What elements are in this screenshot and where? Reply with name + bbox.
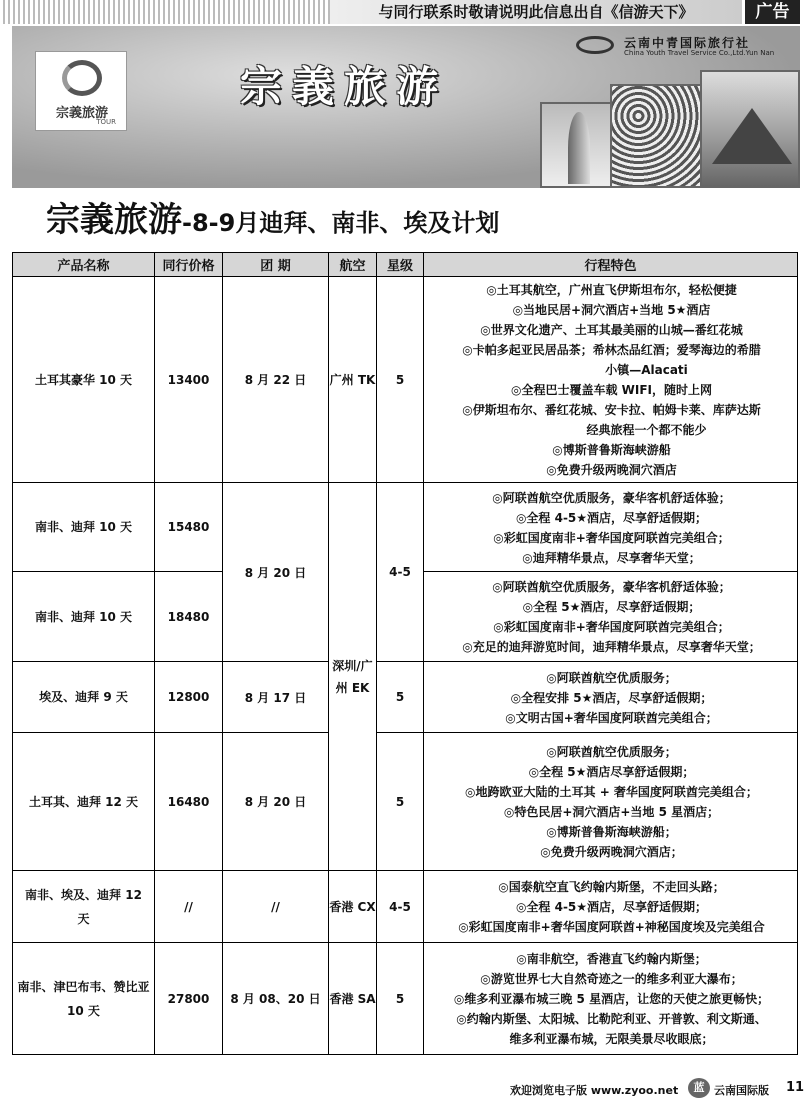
- feature-line: ◎伊斯坦布尔、番红花城、安卡拉、帕姆卡莱、库萨达斯: [462, 403, 761, 417]
- price-cell: 13400: [155, 277, 223, 483]
- star-cell: 4-5: [377, 871, 424, 943]
- footer-edition: 云南国际版: [714, 1084, 769, 1097]
- feature-line: ◎文明古国+奢华国度阿联酋完美组合；: [505, 710, 718, 725]
- banner-title: 宗義旅游: [240, 62, 449, 111]
- table-row: [13, 483, 798, 572]
- feature-line: ◎彩虹国度南非+奢华国度阿联酋+神秘国度埃及完美组合: [458, 920, 765, 934]
- features-cell: [424, 943, 798, 1055]
- page-number: 11: [786, 1080, 804, 1095]
- logo-en: TOUR: [96, 118, 116, 126]
- features-cell: [424, 277, 798, 483]
- feature-line: ◎阿联酋航空优质服务；: [546, 745, 677, 759]
- date-cell: 8 月 20 日: [223, 483, 329, 662]
- airline-cell: 香港 SA: [329, 943, 377, 1055]
- feature-line: ◎阿联酋航空优质服务，豪华客机舒适体验；: [492, 580, 731, 594]
- header-date: 团 期: [223, 253, 329, 277]
- feature-line: ◎阿联酋航空优质服务，豪华客机舒适体验；: [492, 490, 731, 505]
- brand-logo: [35, 51, 127, 131]
- features-cell: [424, 483, 798, 572]
- header-banner: [12, 26, 800, 188]
- date-cell: //: [223, 871, 329, 943]
- star-cell: 4-5: [377, 483, 424, 662]
- itinerary-table: [12, 252, 798, 1055]
- features-cell: [424, 871, 798, 943]
- product-name: 南非、迪拜 10 天: [13, 572, 155, 662]
- feature-line: ◎彩虹国度南非+奢华国度阿联酋完美组合；: [493, 620, 730, 634]
- feature-line: ◎地跨欧亚大陆的土耳其 + 奢华国度阿联酋完美组合；: [465, 785, 758, 799]
- product-name: 南非、迪拜 10 天: [13, 483, 155, 572]
- footer-badge: 蓝: [688, 1078, 710, 1098]
- feature-line: 维多利亚瀑布城，无限美景尽收眼底；: [509, 1032, 714, 1046]
- feature-line: ◎维多利亚瀑布城三晚 5 星酒店，让您的天使之旅更畅快；: [453, 992, 770, 1006]
- table-row: [13, 662, 798, 733]
- airline-cell: 广州 TK: [329, 277, 377, 483]
- header-product: 产品名称: [13, 253, 155, 277]
- price-cell: 27800: [155, 943, 223, 1055]
- feature-line: ◎国泰航空直飞约翰内斯堡，不走回头路；: [498, 880, 725, 894]
- price-cell: 18480: [155, 572, 223, 662]
- price-cell: //: [155, 871, 223, 943]
- page-footer: [500, 1076, 804, 1100]
- table-row: [13, 871, 798, 943]
- feature-line: ◎土耳其航空，广州直飞伊斯坦布尔，轻松便捷: [486, 283, 737, 297]
- header-price: 同行价格: [155, 253, 223, 277]
- price-cell: 16480: [155, 733, 223, 871]
- tower-shape: [568, 112, 590, 184]
- feature-line: ◎博斯普鲁斯海峡游船: [552, 443, 671, 457]
- features-cell: [424, 572, 798, 662]
- footer-website: 欢迎浏览电子版 www.zyoo.net: [510, 1084, 679, 1097]
- date-cell: 8 月 20 日: [223, 733, 329, 871]
- agency-name-cn: 云南中青国际旅行社: [624, 36, 751, 50]
- airline-cell: 深圳/广州 EK: [329, 483, 377, 871]
- logo-name: 宗義旅游: [55, 106, 108, 121]
- feature-line: ◎全程 4-5★酒店，尽享舒适假期；: [515, 900, 708, 914]
- table-row: [13, 943, 798, 1055]
- product-name: 南非、津巴布韦、赞比亚 10 天: [13, 943, 155, 1055]
- decorative-stripe: [0, 0, 330, 24]
- feature-line: ◎免费升级两晚洞穴酒店: [546, 463, 677, 477]
- subtitle-brand: 宗義旅游: [46, 200, 182, 240]
- pyramid-shape: [712, 108, 792, 164]
- page-subtitle: [46, 192, 499, 241]
- photo-pyramid: [700, 70, 800, 188]
- header-airline: 航空: [329, 253, 377, 277]
- feature-line: ◎世界文化遗产、土耳其最美丽的山城—番红花城: [480, 323, 743, 337]
- table-row: [13, 733, 798, 871]
- feature-line: 经典旅程一个都不能少: [586, 423, 707, 437]
- feature-line: ◎游览世界七大自然奇迹之一的维多利亚大瀑布；: [480, 972, 743, 986]
- star-cell: 5: [377, 662, 424, 733]
- agency-block: [572, 32, 800, 72]
- feature-line: ◎迪拜精华景点，尽享奢华天堂；: [522, 550, 701, 565]
- agency-name-en: China Youth Travel Service Co.,Ltd.Yun Nan: [624, 49, 775, 57]
- feature-line: ◎全程 5★酒店尽享舒适假期；: [528, 765, 695, 779]
- top-bar: [0, 0, 800, 24]
- feature-line: ◎全程安排 5★酒店，尽享舒适假期；: [510, 690, 713, 705]
- top-notice: 与同行联系时敬请说明此信息出自《信游天下》: [330, 0, 742, 24]
- feature-line: ◎卡帕多起亚民居品茶；希林杰品红酒；爱琴海边的希腊: [462, 343, 761, 357]
- agency-logo-icon: [576, 36, 614, 54]
- feature-line: ◎免费升级两晚洞穴酒店；: [540, 845, 683, 859]
- features-cell: [424, 662, 798, 733]
- ad-label: 广告: [745, 0, 800, 24]
- feature-line: ◎当地民居+洞穴酒店+当地 5★酒店: [512, 303, 711, 317]
- price-cell: 15480: [155, 483, 223, 572]
- table-header-row: [13, 253, 798, 277]
- feature-line: ◎特色民居+洞穴酒店+当地 5 星酒店；: [503, 805, 720, 819]
- price-cell: 12800: [155, 662, 223, 733]
- product-name: 埃及、迪拜 9 天: [13, 662, 155, 733]
- feature-line: ◎全程 5★酒店，尽享舒适假期；: [522, 600, 701, 614]
- product-name: 土耳其、迪拜 12 天: [13, 733, 155, 871]
- star-cell: 5: [377, 277, 424, 483]
- airline-cell: 香港 CX: [329, 871, 377, 943]
- subtitle-rest: -8-9月迪拜、南非、埃及计划: [182, 209, 500, 237]
- product-name: 土耳其豪华 10 天: [13, 277, 155, 483]
- feature-line: ◎南非航空，香港直飞约翰内斯堡；: [516, 952, 707, 966]
- header-star: 星级: [377, 253, 424, 277]
- feature-line: ◎彩虹国度南非+奢华国度阿联酋完美组合；: [493, 530, 730, 545]
- product-name: 南非、埃及、迪拜 12 天: [13, 871, 155, 943]
- feature-line: ◎充足的迪拜游览时间，迪拜精华景点，尽享奢华天堂；: [462, 640, 761, 654]
- feature-line: 小镇—Alacati: [605, 363, 688, 377]
- star-cell: 5: [377, 943, 424, 1055]
- feature-line: ◎全程 4-5★酒店，尽享舒适假期；: [515, 510, 708, 525]
- header-features: 行程特色: [424, 253, 798, 277]
- globe-logo-icon: [62, 60, 102, 96]
- feature-line: ◎约翰内斯堡、太阳城、比勒陀利亚、开普敦、利文斯通、: [456, 1012, 767, 1026]
- feature-line: ◎全程巴士覆盖车载 WIFI，随时上网: [510, 383, 712, 397]
- photo-cheetah: [610, 84, 702, 188]
- date-cell: 8 月 08、20 日: [223, 943, 329, 1055]
- date-cell: 8 月 22 日: [223, 277, 329, 483]
- features-cell: [424, 733, 798, 871]
- feature-line: ◎阿联酋航空优质服务；: [546, 670, 677, 685]
- feature-line: ◎博斯普鲁斯海峡游船；: [546, 825, 677, 839]
- date-cell: 8 月 17 日: [223, 662, 329, 733]
- star-cell: 5: [377, 733, 424, 871]
- table-row: [13, 277, 798, 483]
